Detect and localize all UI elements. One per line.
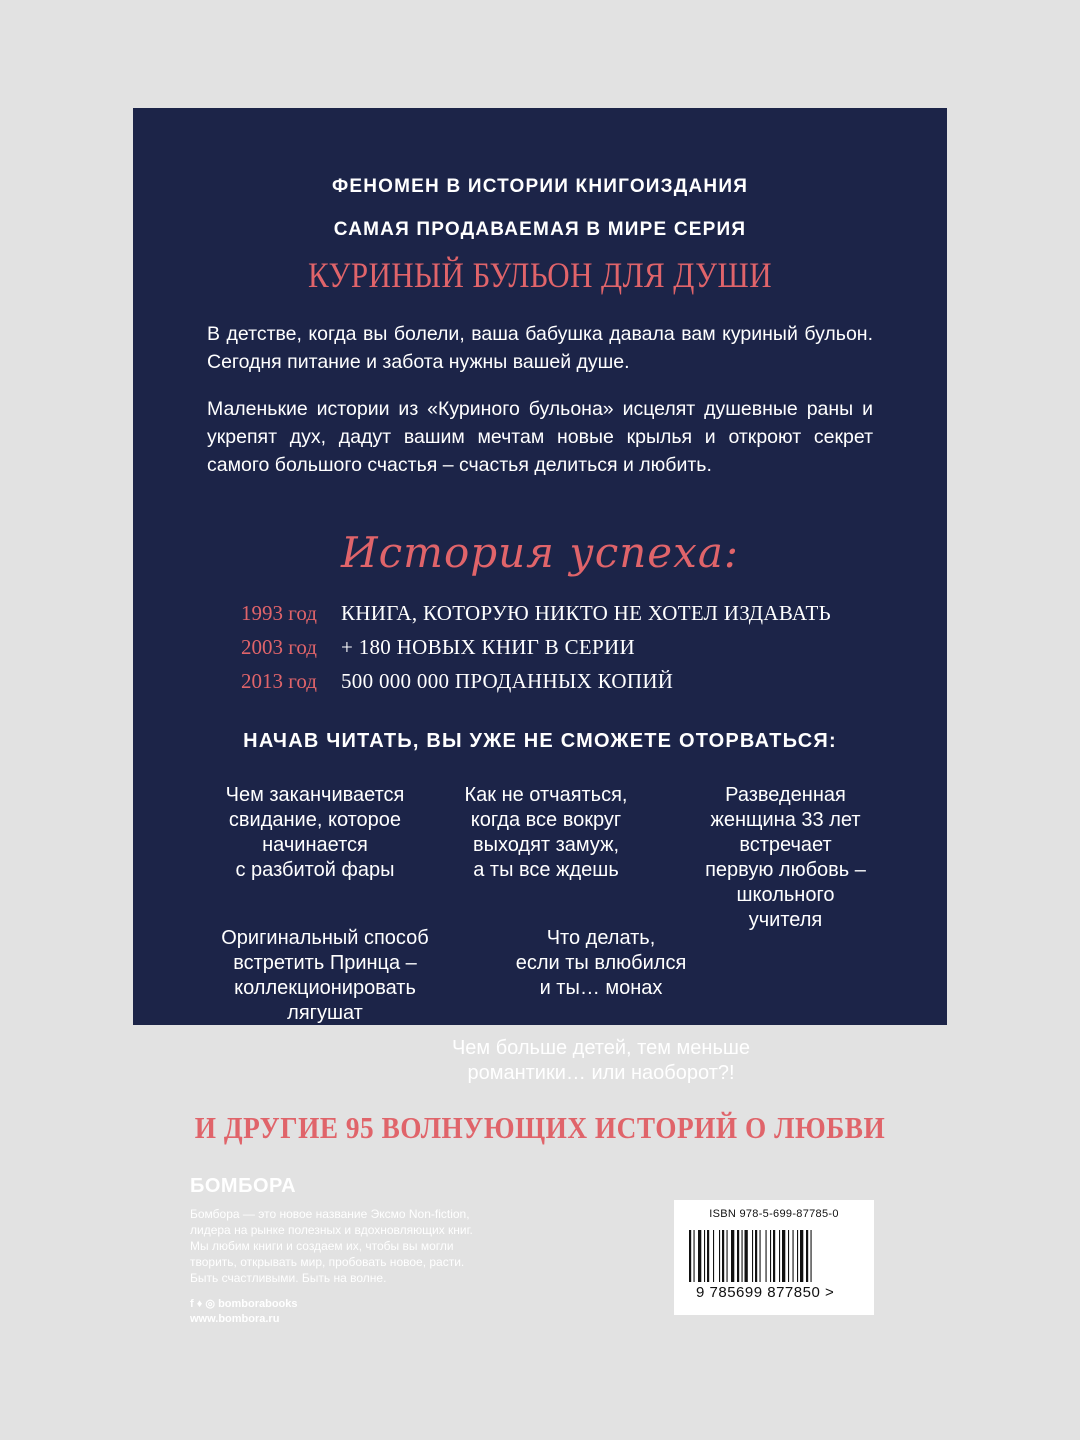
story-teaser: Чем заканчивается свидание, которое начинается с разбитой фары (225, 784, 405, 881)
header-line-2: САМАЯ ПРОДАВАЕМАЯ В МИРЕ СЕРИЯ (333, 219, 747, 240)
barcode-panel (674, 1200, 874, 1315)
series-title: КУРИНЫЙ БУЛЬОН ДЛЯ ДУШИ (308, 255, 772, 295)
timeline-row (241, 635, 635, 669)
intro-paragraph-1: В детстве, когда вы болели, ваша бабушка давала вам куриный бульон. Сегодня питание и забота нужны вашей душе. (207, 323, 873, 373)
stories-heading: НАЧАВ ЧИТАТЬ, ВЫ УЖЕ НЕ СМОЖЕТЕ ОТОРВАТЬСЯ: (243, 730, 837, 752)
isbn-number: ISBN 978-5-699-87785-0 (709, 1208, 839, 1220)
timeline-year: 2003 год (241, 635, 317, 659)
social-handle: bomborabooks (218, 1298, 298, 1310)
timeline-year: 2013 год (241, 669, 317, 693)
story-teaser: Как не отчаяться, когда все вокруг выходят замуж, а ты все ждешь (464, 784, 628, 881)
intro-paragraph-2: Маленькие истории из «Куриного бульона» исцелят душевные раны и укрепят дух, дадут вашим мечтам новые крылья и откроют секрет самого большого счастья – счастья делиться и любить. (207, 398, 873, 476)
social-icons: f ♦ ◎ (190, 1298, 215, 1310)
book-back-cover (133, 108, 947, 1145)
publisher-logo: БОМБОРА (190, 1175, 297, 1197)
timeline-row (241, 669, 673, 703)
timeline-year: 1993 год (241, 601, 317, 625)
publisher-blurb: Бомбора — это новое название Эксмо Non-fiction, лидера на рынке полезных и вдохновляющих книг. Мы любим книги и создаем их, чтобы вы могли творить, открывать мир, пробовать новое, расти. Быть счастливыми. Быть на волне. (190, 1207, 473, 1285)
story-teaser: Оригинальный способ встретить Принца – коллекционировать лягушат (221, 927, 429, 1024)
header-line-1: ФЕНОМЕН В ИСТОРИИ КНИГОИЗДАНИЯ (331, 176, 749, 197)
closing-tagline: И ДРУГИЕ 95 ВОЛНУЮЩИХ ИСТОРИЙ О ЛЮБВИ (194, 1110, 886, 1145)
barcode-icon (689, 1230, 859, 1282)
timeline-text: КНИГА, КОТОРУЮ НИКТО НЕ ХОТЕЛ ИЗДАВАТЬ (341, 601, 831, 625)
timeline-text: 500 000 000 ПРОДАННЫХ КОПИЙ (341, 669, 674, 693)
story-teaser: Что делать, если ты влюбился и ты… монах (515, 927, 687, 999)
story-teaser: Чем больше детей, тем меньше романтики… или наоборот?! (451, 1037, 751, 1084)
timeline-row (241, 601, 831, 635)
story-teaser: Разведенная женщина 33 лет встречает первую любовь – школьного учителя (705, 784, 866, 931)
success-heading: История успеха: (340, 528, 740, 577)
website-link: www.bombora.ru (190, 1313, 280, 1325)
timeline-text: + 180 НОВЫХ КНИГ В СЕРИИ (341, 635, 635, 659)
social-links (190, 1297, 298, 1310)
barcode-digits: 9 785699 877850 > (696, 1284, 835, 1301)
